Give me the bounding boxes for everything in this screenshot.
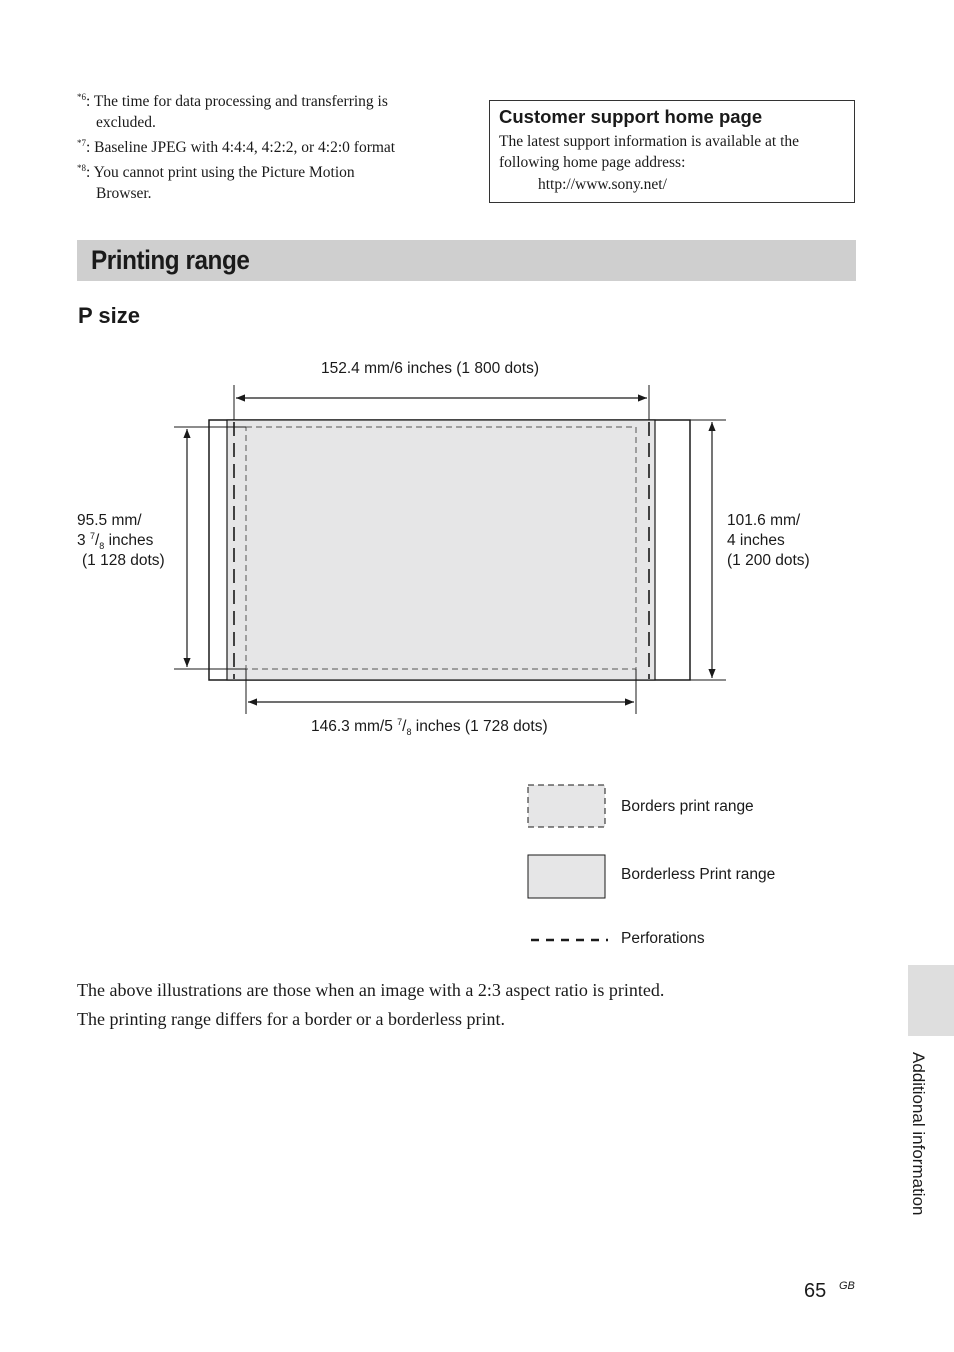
- left-dimension-line1: 95.5 mm/: [77, 512, 142, 529]
- bottom-dimension-label: 146.3 mm/5 $^7/_8$ inches (1 728 dots): [311, 716, 548, 738]
- body-paragraph-line1: The above illustrations are those when an image with a 2:3 aspect ratio is printed.: [77, 980, 665, 1000]
- footnote-text: : Baseline JPEG with 4:4:4, 4:2:2, or 4:2:0 format: [86, 139, 396, 156]
- side-tab-marker: [908, 965, 954, 1036]
- left-dimension-label: [77, 511, 165, 571]
- left-dimension-line2: 3 $^7/_8$ inches: [77, 530, 154, 552]
- side-section-label: Additional information: [909, 1052, 928, 1216]
- right-dimension-line2: 4 inches: [727, 532, 785, 549]
- support-text: The latest support information is available at the following home page address:: [499, 133, 800, 171]
- left-dimension-line3: (1 128 dots): [82, 552, 165, 569]
- footnote-text: : The time for data processing and transferring is: [86, 93, 388, 110]
- legend-borders-label: Borders print range: [621, 798, 754, 815]
- top-dimension-label: 152.4 mm/6 inches (1 800 dots): [321, 360, 539, 377]
- legend-borderless-label: Borderless Print range: [621, 866, 776, 883]
- footnote-marker: *7: [77, 137, 86, 148]
- support-title: Customer support home page: [499, 106, 763, 127]
- body-paragraph-line2: The printing range differs for a border or a borderless print.: [77, 1009, 506, 1029]
- subsection-title: P size: [78, 303, 140, 328]
- right-dimension-label: [727, 511, 810, 571]
- footnote-text-continued: Browser.: [96, 185, 152, 202]
- legend-borderless-swatch: [528, 855, 605, 898]
- footnote-marker: *6: [77, 91, 86, 102]
- section-title: Printing range: [91, 245, 250, 275]
- support-url-link[interactable]: http://www.sony.net/: [538, 176, 667, 193]
- borders-print-area: [246, 427, 636, 669]
- footnote-marker: *8: [77, 162, 86, 173]
- footnote-text-continued: excluded.: [96, 114, 156, 131]
- legend-perforations-label: Perforations: [621, 930, 705, 947]
- right-dimension-line3: (1 200 dots): [727, 552, 810, 569]
- right-dimension-line1: 101.6 mm/: [727, 512, 801, 529]
- legend-borders-swatch: [528, 785, 605, 827]
- footnote-text: : You cannot print using the Picture Motion: [86, 164, 355, 181]
- page-number: 65: [804, 1280, 827, 1302]
- page-suffix: GB: [839, 1280, 855, 1292]
